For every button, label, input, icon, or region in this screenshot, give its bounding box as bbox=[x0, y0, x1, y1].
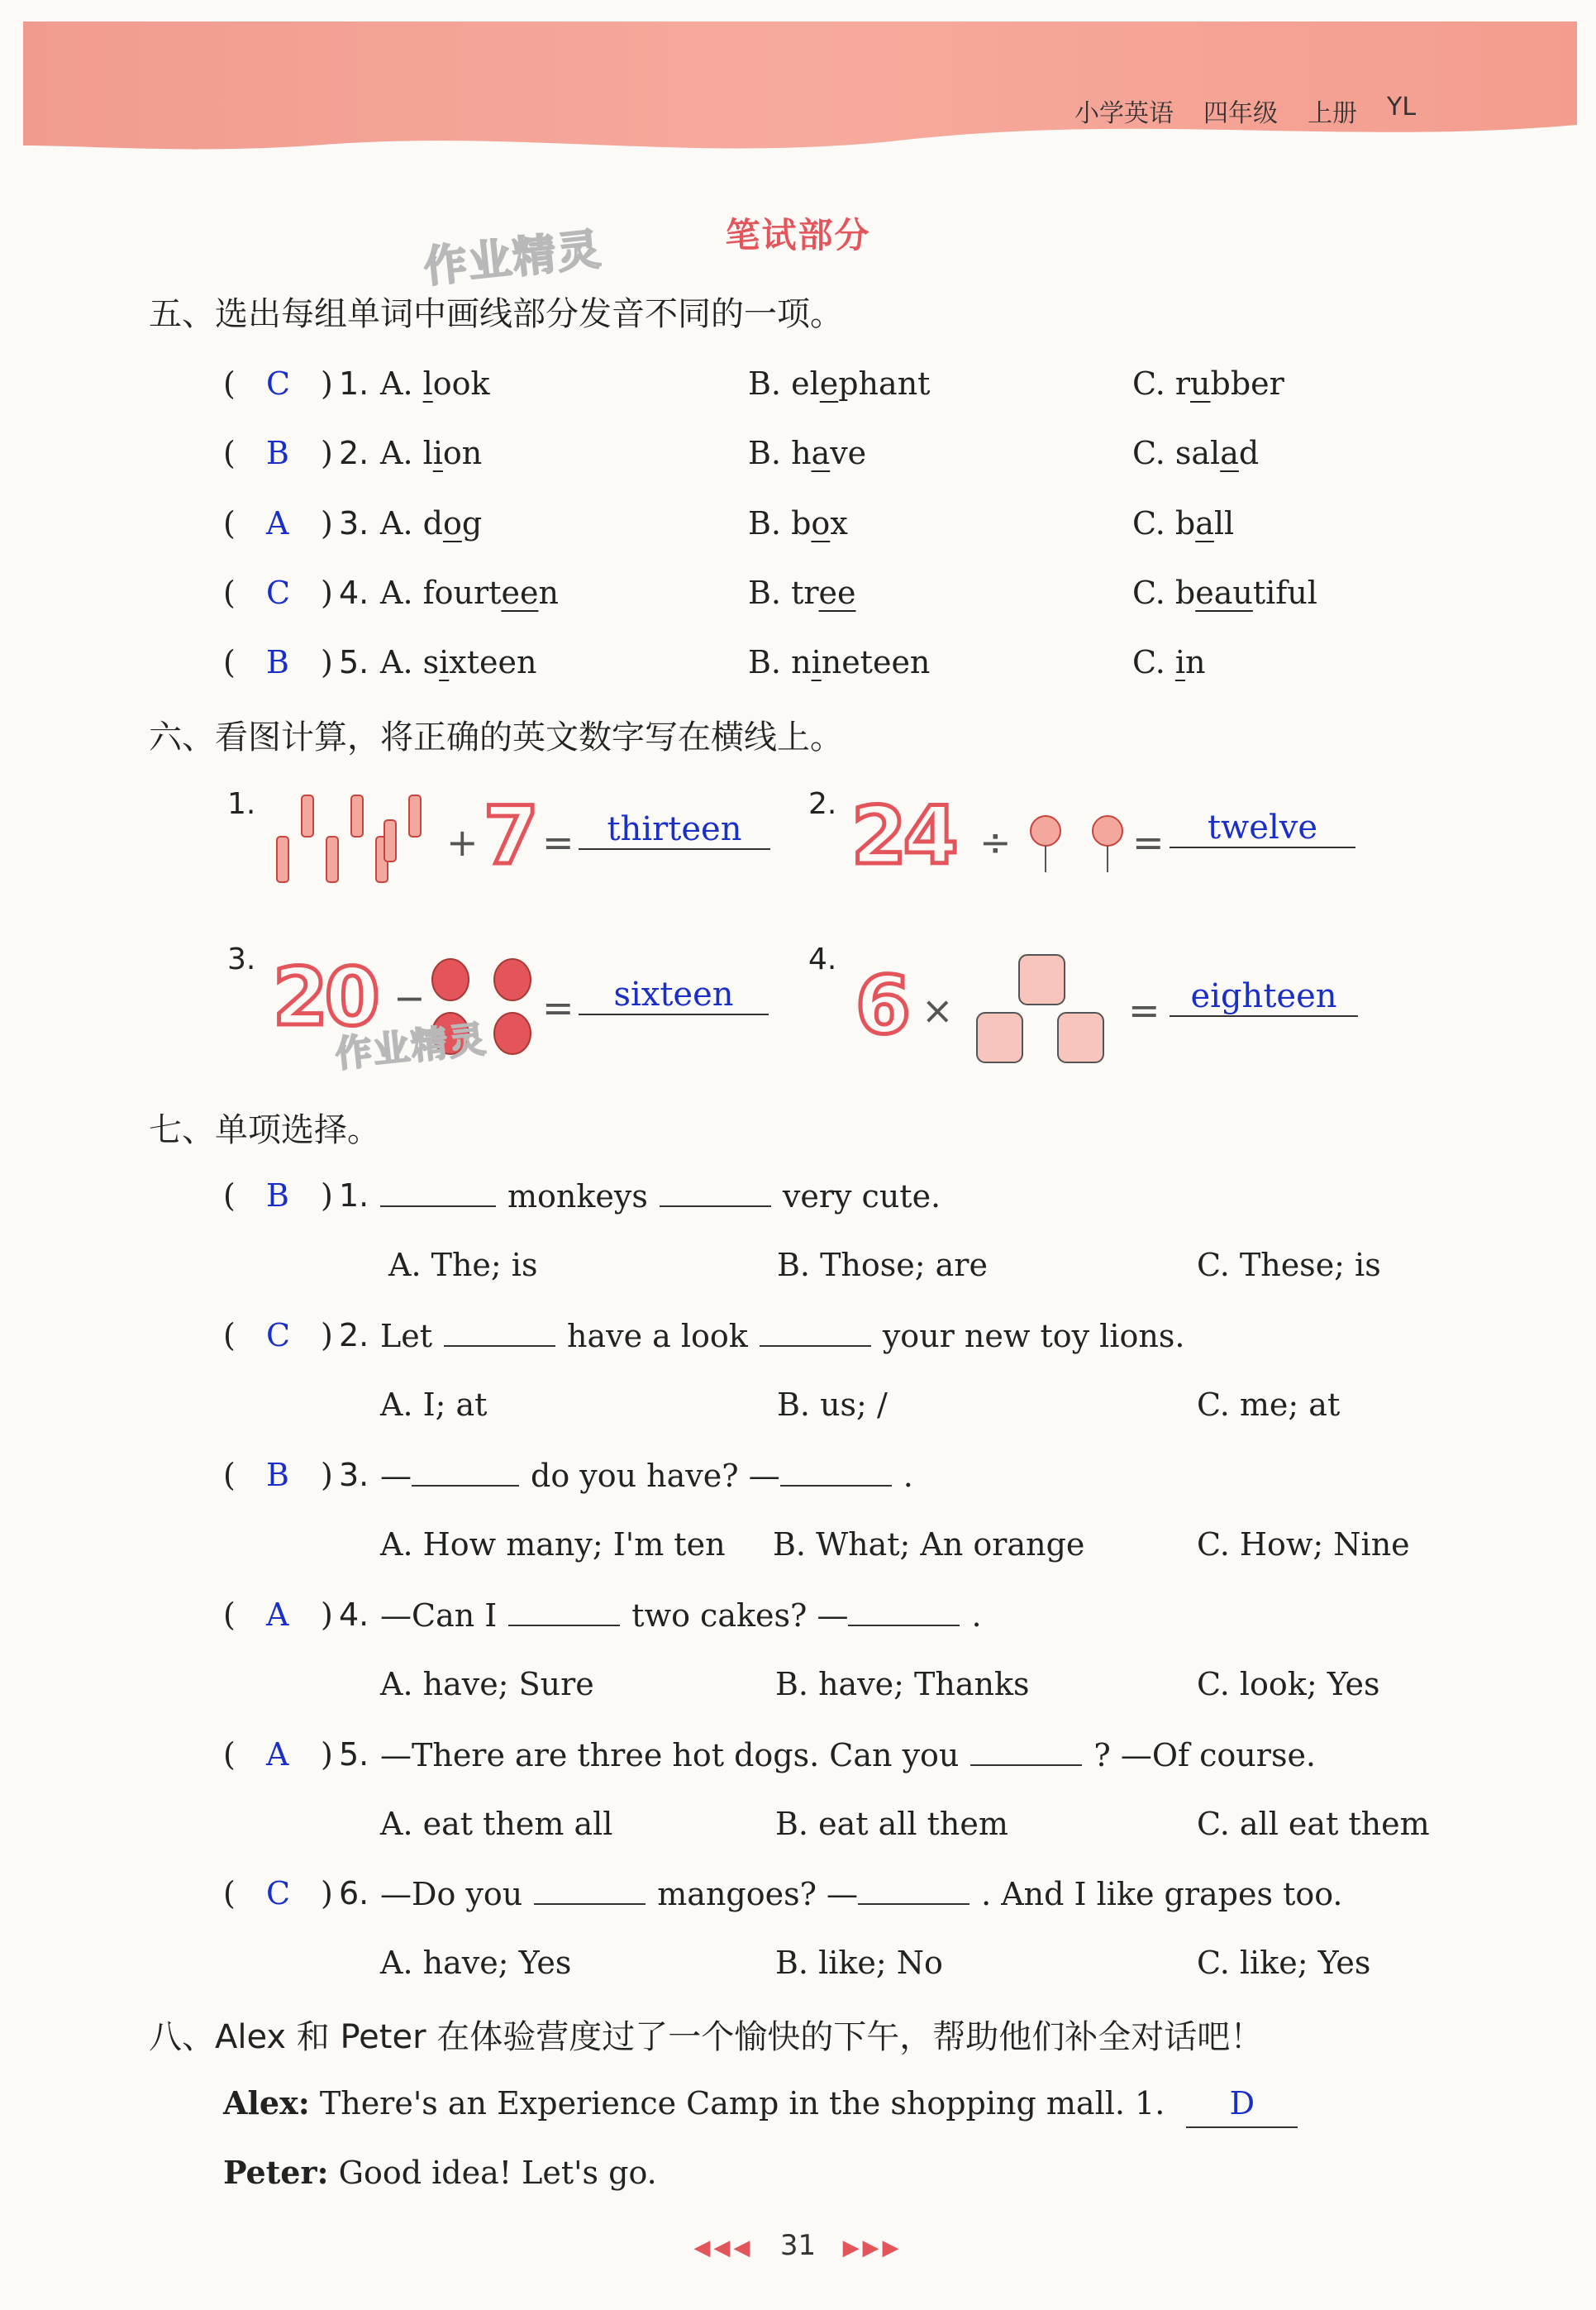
q8-line-1: Alex: There's an Experience Camp in the shopping mall. 1. D bbox=[223, 2080, 1463, 2126]
times-sign: × bbox=[922, 988, 954, 1033]
calc-1-answer: thirteen bbox=[579, 810, 770, 850]
answer: C bbox=[266, 365, 291, 402]
answer: A bbox=[266, 1596, 289, 1633]
big-number-3: 20 bbox=[273, 951, 377, 1043]
next-arrows-icon: ▶▶▶ bbox=[842, 2236, 903, 2260]
header-grade: 四年级 bbox=[1203, 99, 1278, 128]
calc-3-number: 3. bbox=[227, 943, 256, 976]
answer: A bbox=[266, 1736, 289, 1773]
page-number: 31 bbox=[779, 2229, 817, 2262]
speaker-peter: Peter: bbox=[223, 2154, 329, 2191]
q7-item-6: ( C ) 6. —Do you mangoes? — . And I like grapes too. bbox=[223, 1870, 1463, 1916]
q7-item-1-options: A. The; is B. Those; are C. These; is bbox=[388, 1247, 1381, 1283]
answer: B bbox=[266, 1177, 289, 1214]
divide-sign: ÷ bbox=[979, 820, 1012, 865]
q7-item-5: ( A ) 5. —There are three hot dogs. Can you ? —Of course. bbox=[223, 1731, 1463, 1778]
watermark: 作业精灵 bbox=[422, 224, 605, 294]
big-number-4: 6 bbox=[855, 959, 908, 1052]
q7-item-2: ( C ) 2. Let have a look your new toy lions. bbox=[223, 1312, 1463, 1358]
calc-2-answer: twelve bbox=[1170, 809, 1355, 848]
q5-title: 五、选出每组单词中画线部分发音不同的一项。 bbox=[149, 295, 843, 333]
answer: C bbox=[266, 575, 291, 611]
q7-item-5-options: A. eat them all B. eat all them C. all eat them bbox=[380, 1806, 1430, 1842]
big-number-2: 24 bbox=[851, 790, 955, 882]
header-volume: 上册 bbox=[1308, 99, 1357, 128]
section-title: 笔试部分 bbox=[725, 215, 871, 255]
plus-sign: + bbox=[446, 820, 479, 865]
answer: C bbox=[266, 1875, 291, 1911]
pens-icon bbox=[269, 787, 442, 903]
q8-title: 八、Alex 和 Peter 在体验营度过了一个愉快的下午，帮助他们补全对话吧！ bbox=[149, 2018, 1264, 2056]
answer: A bbox=[266, 505, 289, 542]
equals-sign-4: = bbox=[1128, 988, 1160, 1033]
prev-arrows-icon: ◀◀◀ bbox=[693, 2236, 754, 2260]
q7-item-1: ( B ) 1. monkeys very cute. bbox=[223, 1172, 1463, 1219]
q7-item-4-options: A. have; Sure B. have; Thanks C. look; Yes bbox=[380, 1666, 1380, 1702]
q7-title: 七、单项选择。 bbox=[149, 1111, 380, 1149]
q7-item-6-options: A. have; Yes B. like; No C. like; Yes bbox=[380, 1945, 1371, 1981]
minus-sign: − bbox=[393, 976, 426, 1020]
header-edition: YL bbox=[1387, 93, 1417, 122]
header-info bbox=[1074, 93, 1471, 129]
watermark-2: 作业精灵 bbox=[333, 1018, 489, 1076]
q8-line-2: Peter: Good idea! Let's go. bbox=[223, 2154, 657, 2191]
answer: B bbox=[266, 644, 289, 680]
big-number-1: 7 bbox=[484, 790, 536, 882]
q6-title: 六、看图计算，将正确的英文数字写在横线上。 bbox=[149, 718, 843, 756]
calc-2-number: 2. bbox=[808, 787, 837, 821]
header-subject: 小学英语 bbox=[1074, 99, 1174, 128]
equals-sign-2: = bbox=[1132, 820, 1165, 865]
flowers-icon bbox=[1017, 810, 1141, 876]
answer: C bbox=[266, 1317, 291, 1353]
cakes-icon bbox=[975, 947, 1108, 1071]
equals-sign: = bbox=[542, 820, 574, 865]
speaker-alex: Alex: bbox=[223, 2084, 310, 2121]
q7-item-4: ( A ) 4. —Can I two cakes? — . bbox=[223, 1592, 1463, 1638]
q7-item-3-options: A. How many; I'm ten B. What; An orange C. How; Nine bbox=[380, 1526, 1410, 1563]
answer: B bbox=[266, 435, 289, 471]
q7-item-3: ( B ) 3. — do you have? — . bbox=[223, 1452, 1463, 1498]
q7-item-2-options: A. I; at B. us; / C. me; at bbox=[380, 1386, 1341, 1423]
calc-4-number: 4. bbox=[808, 943, 837, 976]
calc-4-answer: eighteen bbox=[1170, 977, 1358, 1017]
header-band bbox=[23, 21, 1577, 154]
q8-answer-1: D bbox=[1186, 2080, 1298, 2128]
calc-1-number: 1. bbox=[227, 787, 256, 821]
equals-sign-3: = bbox=[542, 986, 574, 1030]
answer: B bbox=[266, 1457, 289, 1493]
calc-3-answer: sixteen bbox=[579, 976, 769, 1015]
footer bbox=[0, 2229, 1596, 2262]
